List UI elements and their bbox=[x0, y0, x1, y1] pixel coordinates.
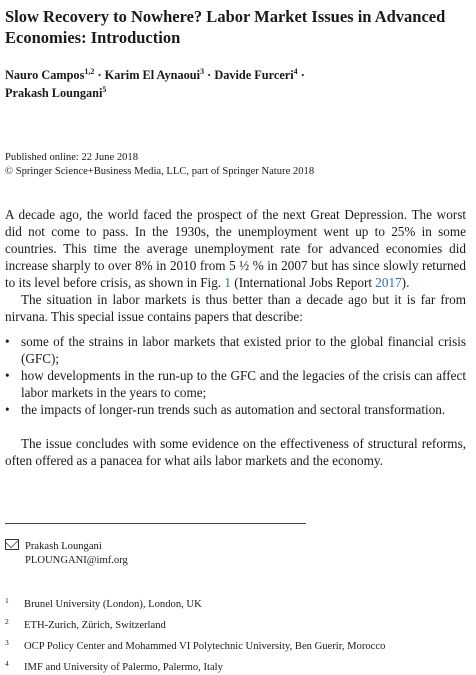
list-item: • some of the strains in labor markets that existed prior to the global financial crisis (GFC); bbox=[5, 333, 466, 367]
bullet-list bbox=[5, 333, 466, 418]
corresponding-author: Prakash Loungani bbox=[25, 541, 102, 552]
copyright-notice: © Springer Science+Business Media, LLC, part of Springer Nature 2018 bbox=[5, 166, 315, 177]
list-item: • the impacts of longer-run trends such as automation and sectoral transformation. bbox=[5, 401, 466, 418]
article-title: Slow Recovery to Nowhere? Labor Market Issues in Advanced Economies: Introduction bbox=[5, 7, 446, 47]
correspondence bbox=[5, 539, 128, 568]
author-affiliation-marker[interactable]: 1,2 bbox=[84, 66, 95, 76]
author-affiliation-marker[interactable]: 3 bbox=[200, 66, 205, 76]
paragraph-text: A decade ago, the world faced the prospect of the next Great Depression. The worst did not come to pass. In the 1930s, the unemployment went up to 25% in some countries. This time the average unemployment rate for advanced economies did increase sharply to over 8% in 2010 from 5 ½ % in 2007 but has since slowly returned to its level before crisis, as shown in Fig. bbox=[5, 207, 466, 290]
affiliation-number: 3 bbox=[5, 638, 9, 647]
author-list bbox=[5, 66, 465, 102]
article-body bbox=[5, 206, 466, 469]
envelope-icon bbox=[5, 539, 19, 550]
author-name[interactable]: Nauro Campos bbox=[5, 68, 85, 82]
author-affiliation-marker[interactable]: 5 bbox=[102, 84, 107, 94]
paragraph-text: (International Jobs Report bbox=[231, 275, 376, 290]
affiliation-number: 1 bbox=[5, 596, 9, 605]
author-name[interactable]: Karim El Aynaoui bbox=[104, 68, 201, 82]
author-affiliation-marker[interactable]: 4 bbox=[293, 66, 298, 76]
figure-link[interactable]: 1 bbox=[224, 275, 231, 290]
author-separator: · bbox=[204, 68, 215, 82]
author-name[interactable]: Davide Furceri bbox=[214, 68, 294, 82]
list-item: • how developments in the run-up to the GFC and the legacies of the crisis can affect labor markets in the years to come; bbox=[5, 367, 466, 401]
affiliation-number: 4 bbox=[5, 659, 9, 668]
affiliation-text: OCP Policy Center and Mohammed VI Polytechnic University, Ben Guerir, Morocco bbox=[24, 641, 386, 652]
published-date: Published online: 22 June 2018 bbox=[5, 152, 139, 163]
author-separator: · bbox=[94, 68, 105, 82]
paragraph bbox=[5, 206, 466, 291]
affiliation-text: IMF and University of Palermo, Palermo, Italy bbox=[24, 662, 223, 673]
affiliation-text: ETH-Zurich, Zürich, Switzerland bbox=[24, 620, 166, 631]
publication-info bbox=[5, 151, 314, 179]
paragraph: The situation in labor markets is thus better than a decade ago but it is far from nirvana. This special issue contains papers that describe: bbox=[5, 292, 466, 324]
email-link[interactable]: PLOUNGANI@imf.org bbox=[25, 555, 128, 566]
affiliation-number: 2 bbox=[5, 617, 9, 626]
paragraph: The issue concludes with some evidence on the effectiveness of structural reforms, often offered as a panacea for what ails labor markets and the economy. bbox=[5, 436, 466, 468]
footnote-divider bbox=[5, 523, 306, 524]
citation-link[interactable]: 2017 bbox=[375, 275, 402, 290]
paragraph-text: ). bbox=[401, 275, 410, 290]
author-name[interactable]: Prakash Loungani bbox=[5, 86, 103, 100]
affiliation-text: Brunel University (London), London, UK bbox=[24, 599, 202, 610]
author-separator: · bbox=[297, 68, 305, 82]
